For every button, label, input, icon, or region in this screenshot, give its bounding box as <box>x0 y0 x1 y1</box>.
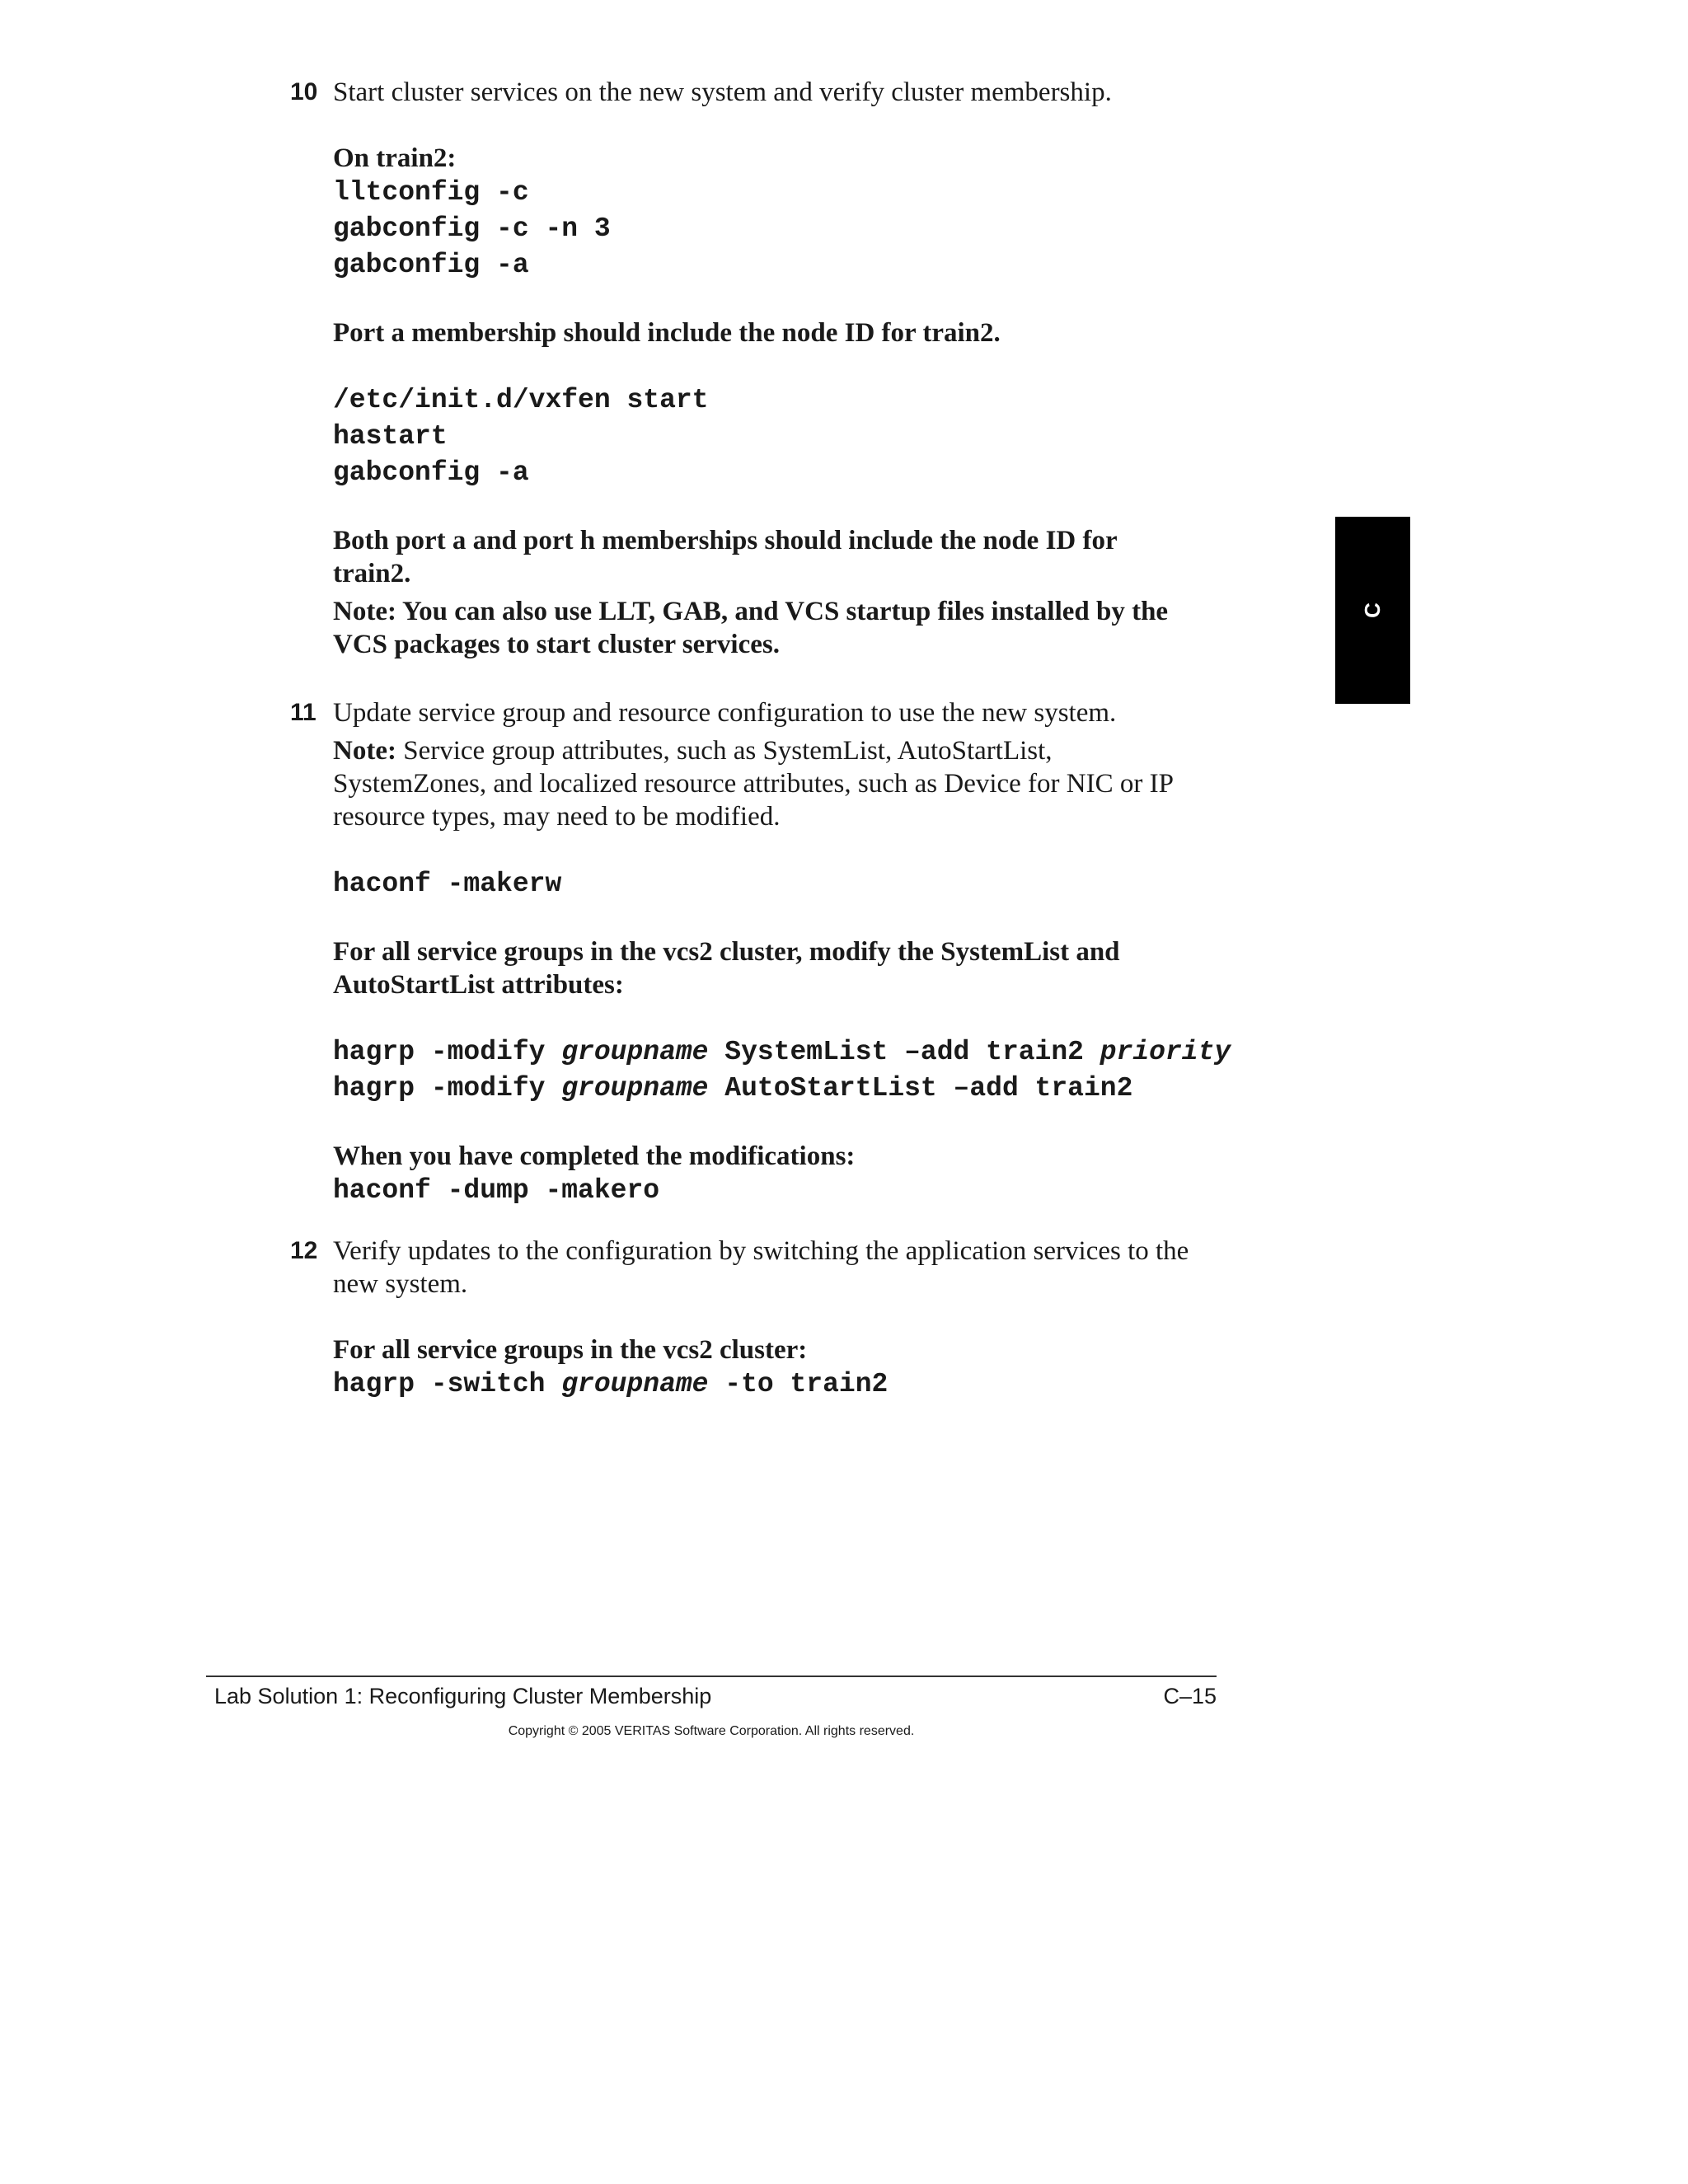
note-label: Note: <box>333 736 396 766</box>
copyright-notice: Copyright © 2005 VERITAS Software Corporation. All rights reserved. <box>508 1724 915 1738</box>
instruction-text: AutoStartList attributes: <box>333 970 624 1000</box>
instruction-text: Both port a and port h memberships should include the node ID for <box>333 526 1118 555</box>
note-text: VCS packages to start cluster services. <box>333 630 780 659</box>
footer-divider <box>206 1675 1217 1677</box>
command-line: gabconfig -a <box>333 457 529 488</box>
appendix-tab-label: C <box>1360 602 1385 618</box>
page-number: C–15 <box>1163 1684 1217 1708</box>
command-line <box>333 1366 1246 1403</box>
step-10 <box>290 76 1246 661</box>
step-intro: new system. <box>333 1269 468 1299</box>
command-text: hagrp -modify <box>333 1037 562 1067</box>
step-number: 12 <box>290 1237 318 1264</box>
command-line: hastart <box>333 421 448 452</box>
command-text: AutoStartList –add train2 <box>708 1073 1133 1104</box>
instruction-text: train2. <box>333 559 411 588</box>
command-line: gabconfig -c -n 3 <box>333 213 611 244</box>
command-line: haconf -dump -makero <box>333 1175 660 1206</box>
command-line: lltconfig -c <box>333 177 529 208</box>
step-intro: Start cluster services on the new system and verify cluster membership. <box>333 77 1112 107</box>
command-text: -to train2 <box>708 1369 889 1399</box>
step-body <box>333 696 1246 1209</box>
command-line <box>333 1034 1246 1071</box>
instruction-text: Port a membership should include the node ID for train2. <box>333 318 1001 348</box>
command-text: SystemList –add train2 <box>708 1037 1100 1067</box>
note-body: Service group attributes, such as SystemList, AutoStartList, <box>396 736 1053 766</box>
command-line <box>333 1071 1246 1107</box>
step-body <box>333 1235 1246 1403</box>
command-line: /etc/init.d/vxfen start <box>333 385 709 415</box>
appendix-side-tab <box>1335 517 1410 704</box>
note-text: SystemZones, and localized resource attributes, such as Device for NIC or IP <box>333 769 1174 799</box>
step-number: 10 <box>290 78 318 105</box>
placeholder-text: priority <box>1100 1037 1231 1067</box>
instruction-text: For all service groups in the vcs2 cluster: <box>333 1335 808 1365</box>
note-text: Note: You can also use LLT, GAB, and VCS startup files installed by the <box>333 597 1169 626</box>
command-line: haconf -makerw <box>333 869 562 899</box>
step-body <box>333 76 1246 661</box>
command-text: hagrp -switch <box>333 1369 562 1399</box>
command-text: hagrp -modify <box>333 1073 562 1104</box>
placeholder-text: groupname <box>561 1369 709 1399</box>
note-text <box>333 734 1246 767</box>
step-intro: Verify updates to the configuration by switching the application services to the <box>333 1236 1189 1266</box>
instruction-text: For all service groups in the vcs2 cluster, modify the SystemList and <box>333 937 1120 967</box>
placeholder-text: groupname <box>561 1073 709 1104</box>
step-intro: Update service group and resource configuration to use the new system. <box>333 698 1117 728</box>
command-line: gabconfig -a <box>333 250 529 280</box>
footer-title: Lab Solution 1: Reconfiguring Cluster Membership <box>214 1684 712 1708</box>
note-text: resource types, may need to be modified. <box>333 802 781 832</box>
instruction-text: When you have completed the modifications: <box>333 1141 856 1171</box>
step-12 <box>290 1235 1246 1403</box>
step-number: 11 <box>290 699 316 726</box>
step-11 <box>290 696 1246 1209</box>
on-host-label: On train2: <box>333 143 457 173</box>
placeholder-text: groupname <box>561 1037 709 1067</box>
